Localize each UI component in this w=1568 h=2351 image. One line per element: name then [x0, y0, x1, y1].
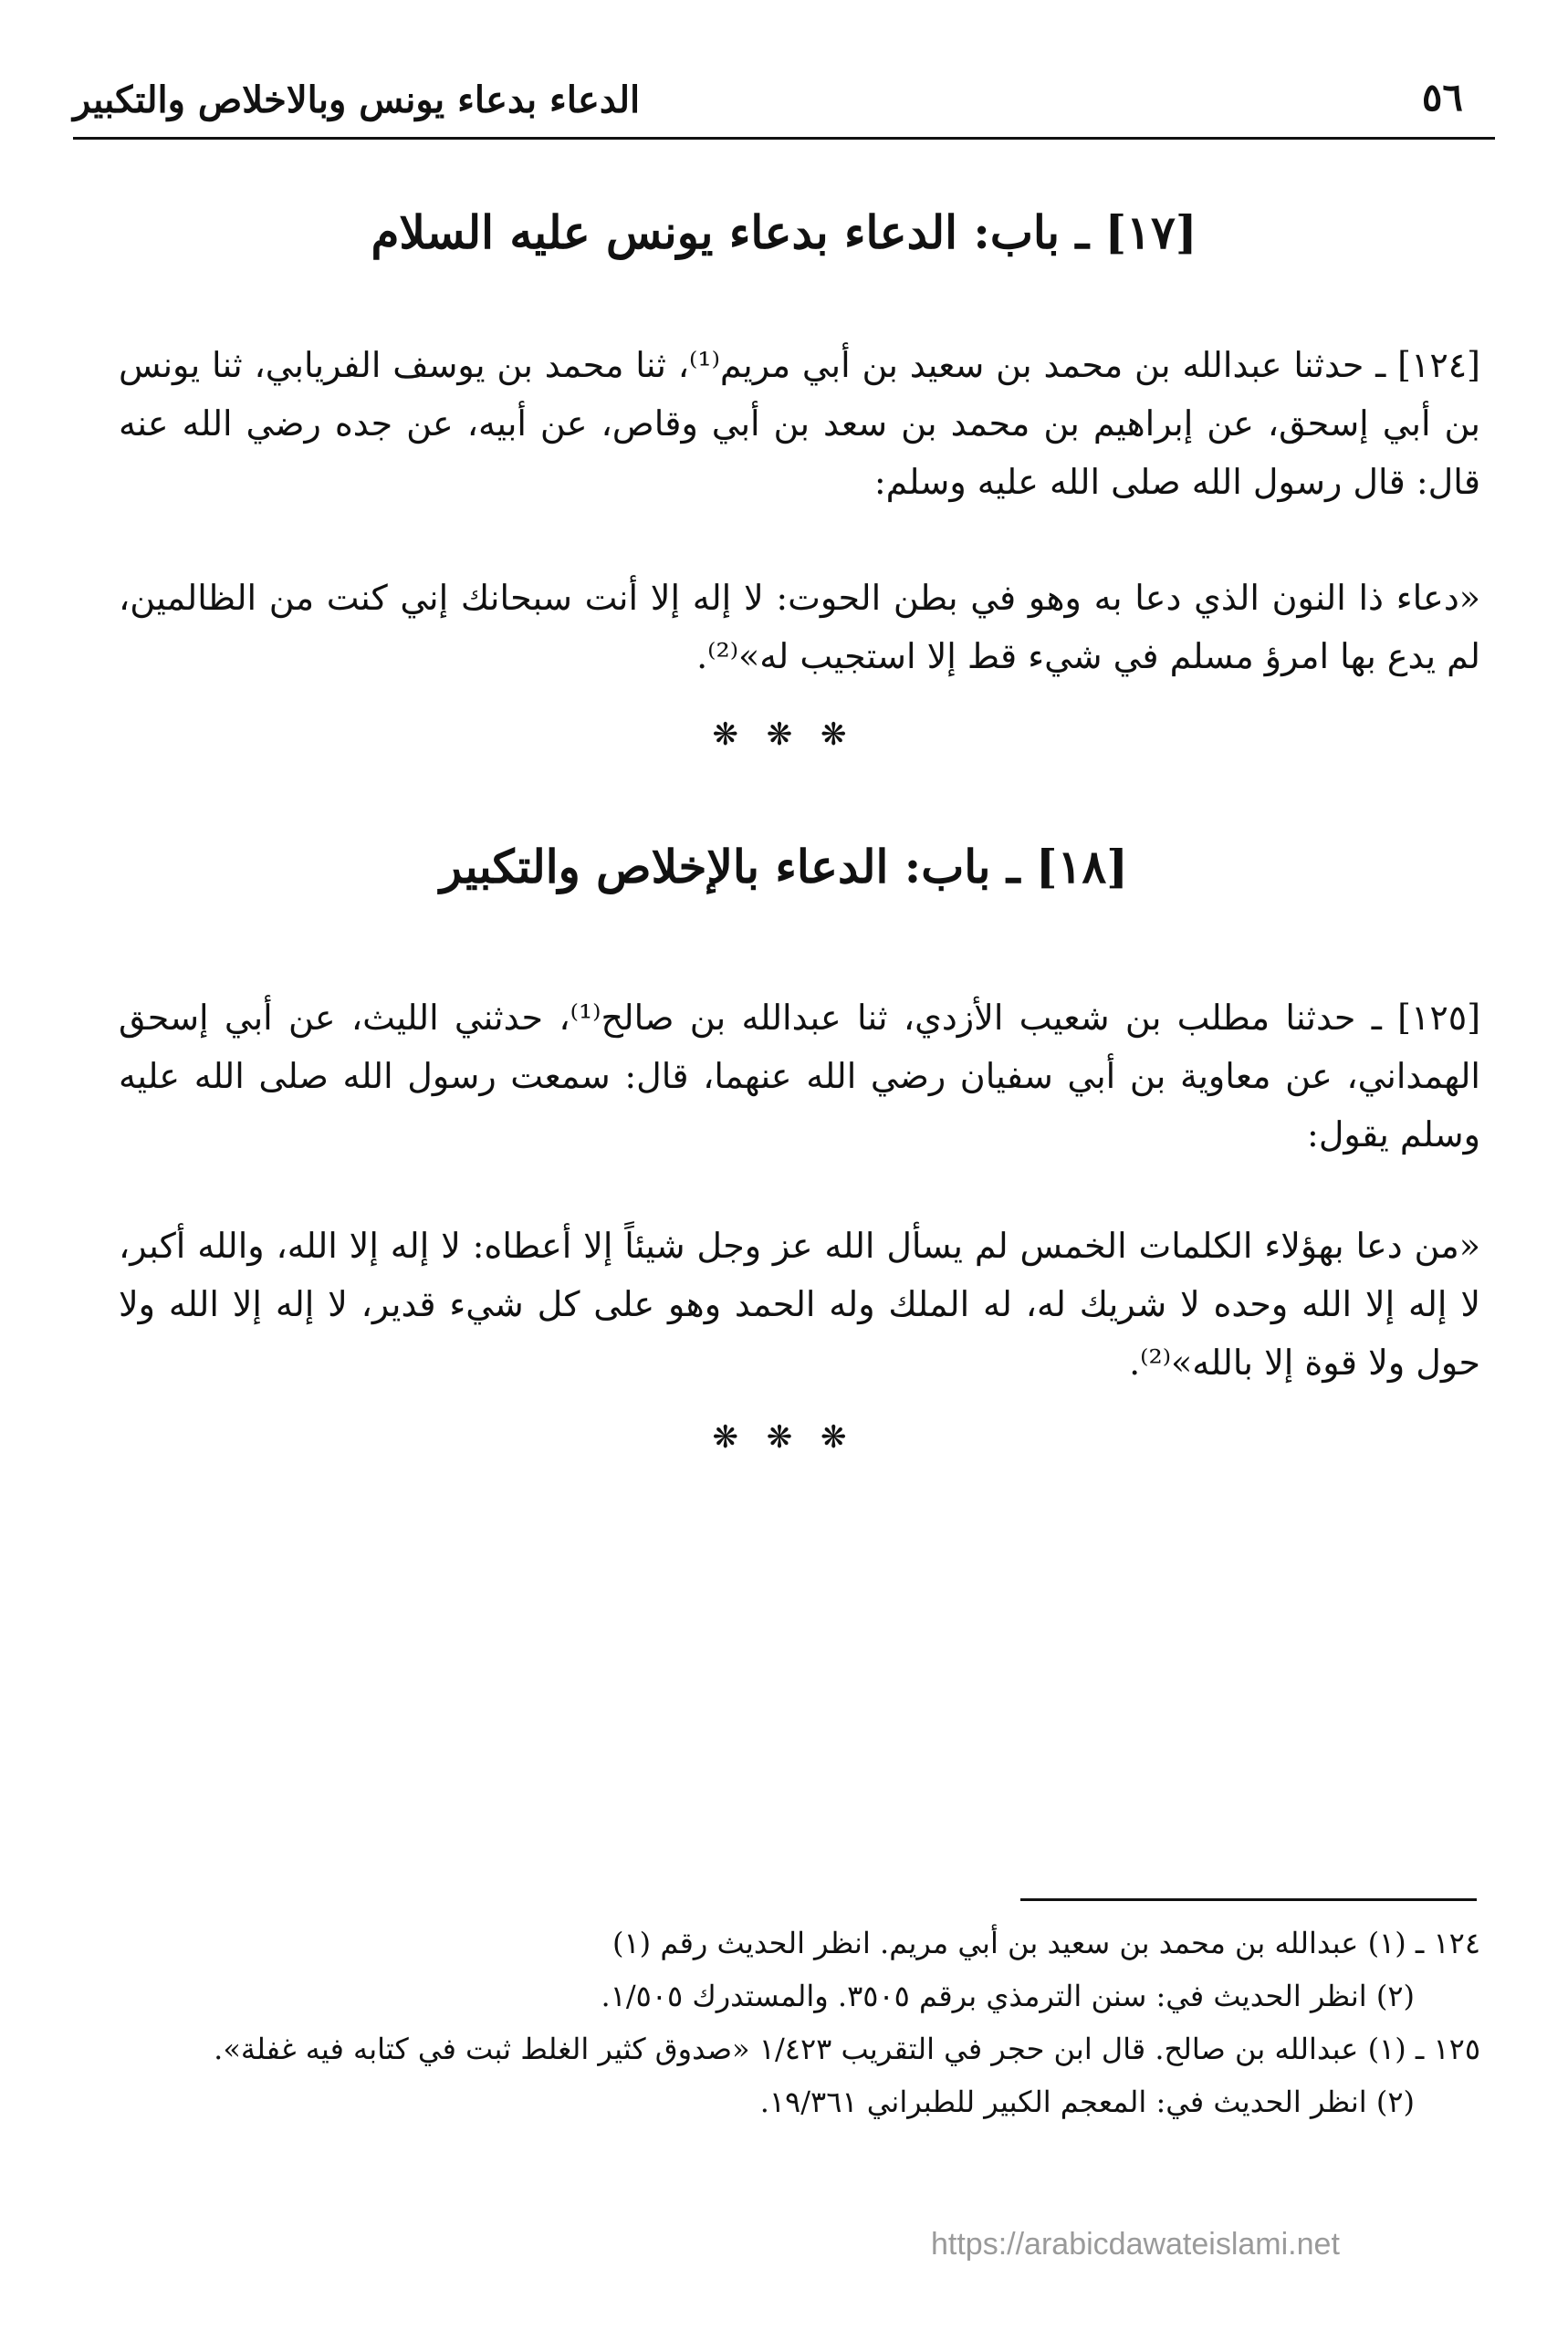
- footnote-125-1: ١٢٥ ـ (١) عبدالله بن صالح. قال ابن حجر في التقريب ١/٤٢٣ «صدوق كثير الغلط ثبت في كتابه فيه غفلة».: [214, 2032, 1480, 2066]
- section-heading-17: [١٧] ـ باب: الدعاء بدعاء يونس عليه السلام: [371, 205, 1197, 259]
- section-heading-18: [١٨] ـ باب: الدعاء بالإخلاص والتكبير: [440, 840, 1128, 893]
- section-separator: ❋ ❋ ❋: [712, 716, 856, 753]
- section-separator: ❋ ❋ ❋: [712, 1419, 856, 1456]
- page-number: ٥٦: [1421, 75, 1463, 120]
- footnote-rule: [1020, 1898, 1477, 1901]
- footnote-124-2: (٢) انظر الحديث في: سنن الترمذي برقم ٣٥٠٥. والمستدرك ١/٥٠٥.: [601, 1979, 1415, 2013]
- hadith-124-matn: «دعاء ذا النون الذي دعا به وهو في بطن الحوت: لا إله إلا أنت سبحانك إني كنت من الظالمين، لم يدع بها امرؤ مسلم في شيء قط إلا استجيب له»⁽²⁾.: [119, 578, 1480, 676]
- running-header: [73, 73, 1495, 141]
- running-title: الدعاء بدعاء يونس وبالاخلاص والتكبير: [73, 78, 641, 121]
- hadith-125-isnad: [١٢٥] ـ حدثنا مطلب بن شعيب الأزدي، ثنا عبدالله بن صالح⁽¹⁾، حدثني الليث، عن أبي إسحق الهمداني، عن معاوية بن أبي سفيان رضي الله عنهما، قال: سمعت رسول الله صلى الله عليه وسلم يقول:: [119, 998, 1481, 1155]
- footnotes: [119, 1917, 1480, 2128]
- footnote-125-2: (٢) انظر الحديث في: المعجم الكبير للطبراني ١٩/٣٦١.: [759, 2085, 1415, 2119]
- header-rule: [73, 137, 1495, 140]
- watermark-url: https://arabicdawateislami.net: [931, 2227, 1340, 2262]
- hadith-125-matn: «من دعا بهؤلاء الكلمات الخمس لم يسأل الله عز وجل شيئاً إلا أعطاه: لا إله إلا الله، والله أكبر، لا إله إلا الله وحده لا شريك له، له الملك وله الحمد وهو على كل شيء قدير، لا إله إلا الله ولا حول ولا قوة إلا بالله»⁽²⁾.: [119, 1226, 1480, 1383]
- footnote-124-1: ١٢٤ ـ (١) عبدالله بن محمد بن سعيد بن أبي مريم. انظر الحديث رقم (١): [612, 1926, 1480, 1960]
- hadith-124-isnad: [١٢٤] ـ حدثنا عبدالله بن محمد بن سعيد بن أبي مريم⁽¹⁾، ثنا محمد بن يوسف الفريابي، ثنا يونس بن أبي إسحق، عن إبراهيم بن محمد بن سعد بن أبي وقاص، عن أبيه، عن جده رضي الله عنه قال: قال رسول الله صلى الله عليه وسلم:: [119, 345, 1480, 502]
